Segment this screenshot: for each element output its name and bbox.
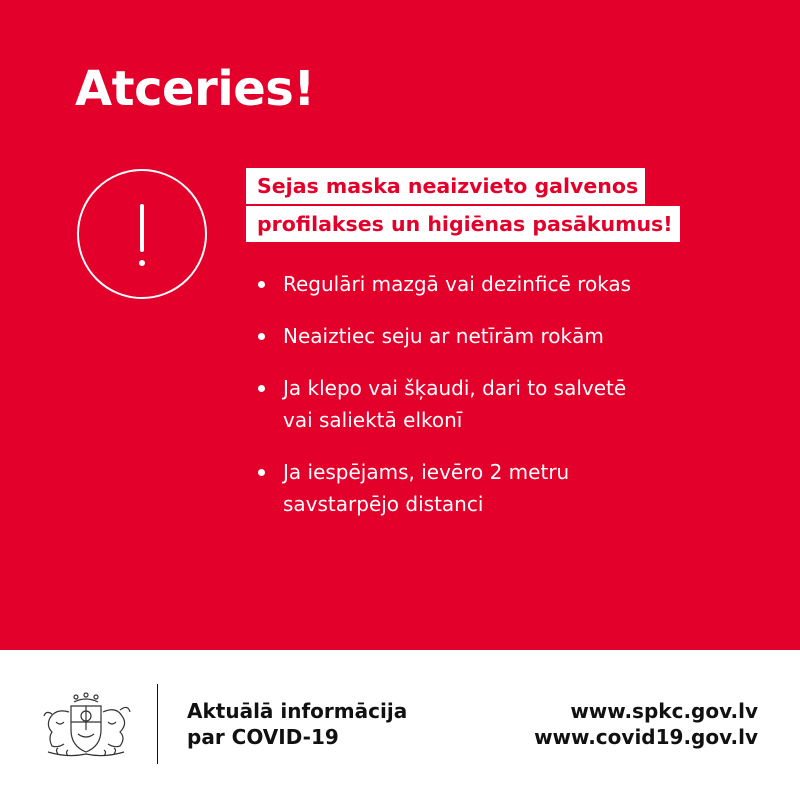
list-item-text: Ja iespējams, ievēro 2 metru bbox=[283, 460, 570, 484]
highlight-line-1: Sejas maska neaizvieto galvenos bbox=[246, 168, 645, 204]
list-item bbox=[258, 268, 631, 300]
list-item-text: Neaiztiec seju ar netīrām rokām bbox=[283, 324, 604, 348]
list-item bbox=[258, 320, 631, 352]
list-item bbox=[258, 372, 631, 436]
list-item bbox=[258, 456, 631, 520]
info-line-2: par COVID-19 bbox=[187, 725, 339, 749]
info-line-1: Aktuālā informācija bbox=[187, 699, 408, 723]
list-item-text-cont: savstarpējo distanci bbox=[283, 492, 484, 516]
info-text bbox=[187, 698, 407, 750]
highlight-line-2: profilakses un higiēnas pasākumus! bbox=[246, 206, 680, 242]
spkc-link[interactable]: www.spkc.gov.lv bbox=[570, 699, 758, 723]
exclamation-circle-icon bbox=[76, 168, 208, 300]
page-title: Atceries! bbox=[75, 61, 315, 117]
website-links bbox=[534, 698, 758, 750]
list-item-text: Regulāri mazgā vai dezinficē rokas bbox=[283, 272, 632, 296]
footer bbox=[0, 650, 800, 800]
list-item-text: Ja klepo vai šķaudi, dari to salvetē bbox=[283, 376, 627, 400]
advice-list bbox=[258, 268, 631, 520]
list-item-text-cont: vai saliektā elkonī bbox=[283, 408, 463, 432]
covid19-link[interactable]: www.covid19.gov.lv bbox=[534, 725, 758, 749]
latvia-coat-of-arms-icon bbox=[38, 692, 134, 760]
footer-divider bbox=[157, 684, 158, 764]
